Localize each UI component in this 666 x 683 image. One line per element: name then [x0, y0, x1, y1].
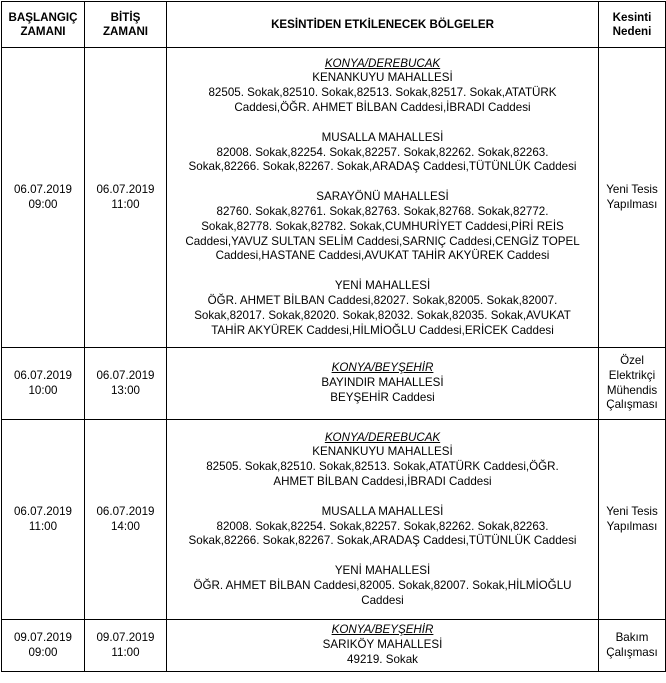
start-time: 09:00 — [28, 645, 58, 659]
header-end-time: BİTİŞ ZAMANI — [85, 2, 167, 48]
end-time: 11:00 — [111, 197, 140, 211]
reason-line: Yapılması — [606, 519, 658, 533]
affected-areas-cell — [167, 620, 599, 672]
reason-line: Özel — [620, 353, 644, 367]
end-time-cell — [85, 348, 167, 420]
end-date: 06.07.2019 — [96, 504, 155, 518]
affected-areas-cell — [167, 48, 599, 348]
end-date: 06.07.2019 — [96, 368, 155, 382]
neighborhood-name: YENİ MAHALLESİ — [334, 564, 431, 578]
neighborhood-name: MUSALLA MAHALLESİ — [321, 130, 444, 144]
header-reason: Kesinti Nedeni — [599, 2, 666, 48]
reason-line: Çalışması — [606, 398, 658, 412]
start-date: 06.07.2019 — [13, 182, 73, 196]
street-list-line: 82760. Sokak,82761. Sokak,82763. Sokak,82768. Sokak,82772. — [216, 205, 549, 218]
neighborhood-name: KENANKUYU MAHALLESİ — [312, 71, 453, 85]
street-list-line: 82505. Sokak,82510. Sokak,82513. Sokak,ATATÜRK Caddesi,ÖĞR. — [206, 460, 559, 474]
neighborhood-spacer — [169, 175, 596, 190]
start-date: 06.07.2019 — [13, 368, 73, 382]
start-time-cell — [2, 420, 85, 620]
street-list-line: 49219. Sokak — [347, 652, 418, 666]
street-list-line: AHMET BİLBAN Caddesi,İBRADI Caddesi — [273, 474, 492, 488]
start-time: 11:00 — [28, 519, 58, 533]
street-list-line: Caddesi,YAVUZ SULTAN SELİM Caddesi,SARNIÇ Caddesi,CENGİZ TOPEL — [185, 234, 580, 248]
street-list-line: 82008. Sokak,82254. Sokak,82257. Sokak,82262. Sokak,82263. — [216, 145, 549, 159]
neighborhood-spacer — [169, 116, 596, 131]
region-name: KONYA/DEREBUCAK — [324, 430, 441, 444]
reason-cell — [599, 620, 666, 672]
reason-line: Mühendis — [606, 383, 658, 397]
start-time: 09:00 — [28, 197, 58, 211]
affected-areas-cell — [167, 348, 599, 420]
street-list-line: Sokak,82266. Sokak,82267. Sokak,ARADAŞ Caddesi,TÜTÜNLÜK Caddesi — [188, 160, 577, 174]
reason-line: Elektrikçi — [608, 368, 656, 382]
table-row — [2, 420, 666, 620]
reason-cell — [599, 48, 666, 348]
reason-line: Bakım — [615, 630, 649, 644]
start-date: 09.07.2019 — [13, 630, 73, 644]
end-time-cell — [85, 48, 167, 348]
street-list-line: Caddesi — [361, 593, 404, 607]
end-time: 14:00 — [110, 519, 140, 533]
region-name: KONYA/BEYŞEHİR — [331, 361, 434, 375]
region-name: KONYA/DEREBUCAK — [324, 56, 441, 70]
neighborhood-name: SARIKÖY MAHALLESİ — [322, 638, 443, 652]
neighborhood-name: KENANKUYU MAHALLESİ — [312, 445, 453, 459]
street-list-line: Caddesi,ÖĞR. AHMET BİLBAN Caddesi,İBRADI Caddesi — [234, 101, 531, 115]
affected-areas-cell — [167, 420, 599, 620]
start-time-cell — [2, 348, 85, 420]
street-list-line: Sokak,82266. Sokak,82267. Sokak,ARADAŞ Caddesi,TÜTÜNLÜK Caddesi — [188, 534, 577, 548]
end-time-cell — [85, 420, 167, 620]
street-list-line: ÖĞR. AHMET BİLBAN Caddesi,82005. Sokak,82007. Sokak,HİLMİOĞLU — [193, 578, 572, 592]
neighborhood-spacer — [169, 264, 596, 279]
street-list-line: Sokak,82778. Sokak,82782. Sokak,CUMHURİYET Caddesi,PİRİ REİS — [201, 219, 564, 233]
end-date: 09.07.2019 — [96, 630, 155, 644]
reason-line: Çalışması — [606, 645, 658, 659]
street-list-line: 82505. Sokak,82510. Sokak,82513. Sokak,82517. Sokak,ATATÜRK — [208, 86, 557, 100]
start-time: 10:00 — [28, 383, 58, 397]
start-time-cell — [2, 620, 85, 672]
street-list-line: Sokak,82017. Sokak,82020. Sokak,82032. Sokak,82035. Sokak,AVUKAT — [194, 308, 571, 322]
outage-table — [1, 1, 666, 672]
end-time-cell — [85, 620, 167, 672]
street-list-line: Caddesi,HASTANE Caddesi,AVUKAT TAHİR AKYÜREK Caddesi — [215, 249, 550, 263]
start-time-cell — [2, 48, 85, 348]
table-row — [2, 348, 666, 420]
street-list-line: ÖĞR. AHMET BİLBAN Caddesi,82027. Sokak,82005. Sokak,82007. — [207, 293, 558, 307]
street-list-line: 82008. Sokak,82254. Sokak,82257. Sokak,82262. Sokak,82263. — [216, 519, 549, 533]
street-list-line: BEYŞEHİR Caddesi — [330, 390, 435, 404]
header-affected-areas: KESİNTİDEN ETKİLENECEK BÖLGELER — [167, 2, 599, 48]
reason-line: Yeni Tesis — [606, 182, 658, 196]
neighborhood-name: SARAYÖNÜ MAHALLESİ — [316, 190, 449, 204]
reason-line: Yapılması — [606, 197, 658, 211]
neighborhood-spacer — [169, 490, 596, 505]
street-list-line: TAHİR AKYÜREK Caddesi,HİLMİOĞLU Caddesi,ERİCEK Caddesi — [211, 323, 554, 337]
neighborhood-name: MUSALLA MAHALLESİ — [321, 504, 444, 518]
reason-cell — [599, 420, 666, 620]
start-date: 06.07.2019 — [13, 504, 73, 518]
neighborhood-name: YENİ MAHALLESİ — [334, 279, 431, 293]
end-time: 13:00 — [110, 383, 140, 397]
table-row — [2, 48, 666, 348]
end-time: 11:00 — [111, 645, 140, 659]
header-row — [2, 2, 666, 48]
region-name: KONYA/BEYŞEHİR — [331, 623, 434, 637]
neighborhood-spacer — [169, 549, 596, 564]
header-start-time: BAŞLANGIÇ ZAMANI — [2, 2, 85, 48]
end-date: 06.07.2019 — [96, 182, 155, 196]
reason-line: Yeni Tesis — [606, 504, 658, 518]
neighborhood-name: BAYINDIR MAHALLESİ — [321, 376, 444, 390]
reason-cell — [599, 348, 666, 420]
table-row — [2, 620, 666, 672]
